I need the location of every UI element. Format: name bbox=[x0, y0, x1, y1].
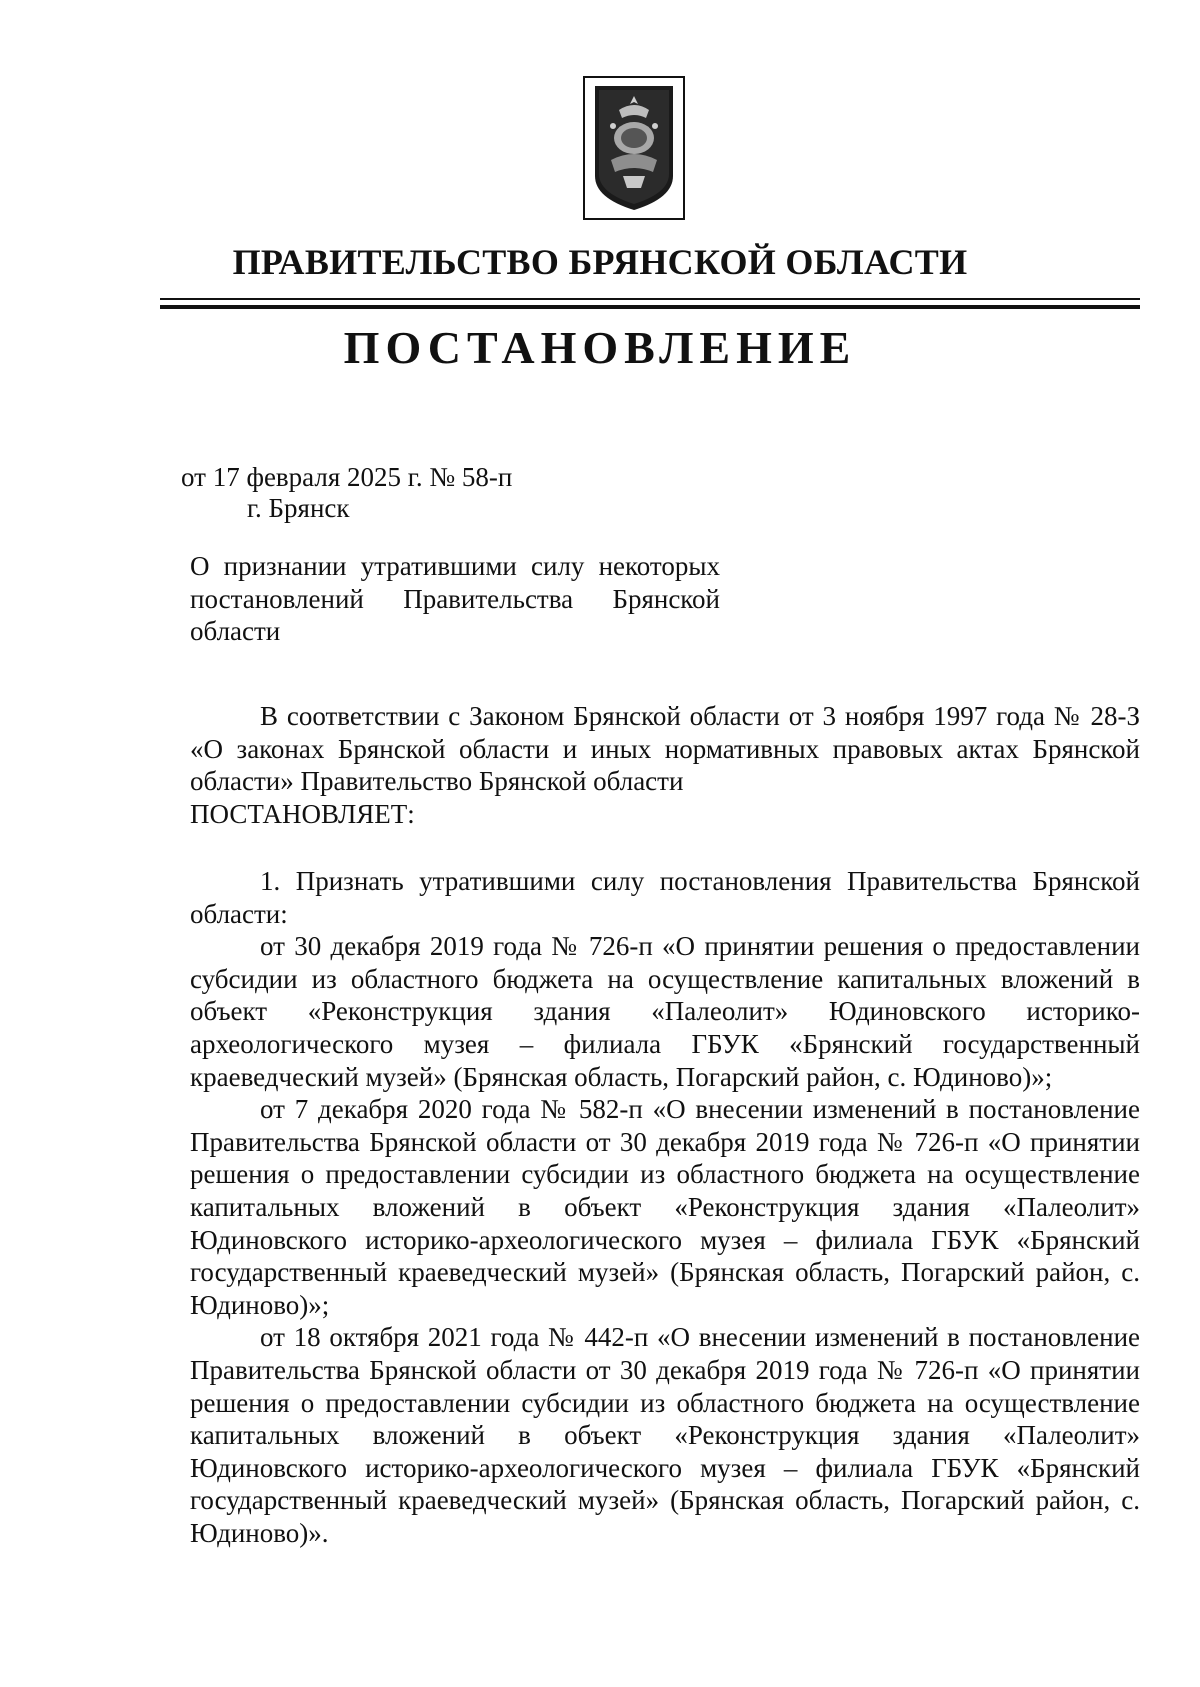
document-date-number: от 17 февраля 2025 г. № 58-п bbox=[181, 462, 513, 492]
header-divider-thin bbox=[160, 298, 1140, 300]
item-1-intro: 1. Признать утратившими силу постановления Правительства Брянской области: bbox=[190, 866, 1140, 929]
repealed-act-1: от 30 декабря 2019 года № 726-п «О принятии решения о предоставлении субсидии из областного бюджета на осуществление капитальных вложений в объект «Реконструкция здания «Палеолит» Юдиновского историко-археологического музея – филиала ГБУК «Брянский государственный краеведческий музей» (Брянская область, Погарский район, с. Юдиново)»; bbox=[190, 931, 1140, 1092]
document-subject: О признании утратившими силу некоторых постановлений Правительства Брянской области bbox=[190, 551, 720, 646]
preamble-block bbox=[190, 700, 1140, 830]
document-type-title: ПОСТАНОВЛЕНИЕ bbox=[343, 322, 857, 373]
repealed-act-2: от 7 декабря 2020 года № 582-п «О внесении изменений в постановление Правительства Брянской области от 30 декабря 2019 года № 726-п «О принятии решения о предоставлении субсидии из областного бюджета на осуществление капитальных вложений в объект «Реконструкция здания «Палеолит» Юдиновского историко-археологического музея – филиала ГБУК «Брянский государственный краеведческий музей» (Брянская область, Погарский район, с. Юдиново)»; bbox=[190, 1094, 1140, 1320]
repealed-act-3: от 18 октября 2021 года № 442-п «О внесении изменений в постановление Правительства Брянской области от 30 декабря 2019 года № 726-п «О принятии решения о предоставлении субсидии из областного бюджета на осуществление капитальных вложений в объект «Реконструкция здания «Палеолит» Юдиновского историко-археологического музея – филиала ГБУК «Брянский государственный краеведческий музей» (Брянская область, Погарский район, с. Юдиново)». bbox=[190, 1322, 1140, 1548]
organization-title: ПРАВИТЕЛЬСТВО БРЯНСКОЙ ОБЛАСТИ bbox=[232, 242, 968, 282]
operative-part bbox=[190, 865, 1140, 1549]
resolves-statement: ПОСТАНОВЛЯЕТ: bbox=[190, 798, 415, 829]
document-city: г. Брянск bbox=[247, 493, 350, 523]
header-divider-thick bbox=[160, 305, 1140, 309]
coat-of-arms-emblem bbox=[583, 76, 685, 220]
preamble-text: В соответствии с Законом Брянской области от 3 ноября 1997 года № 28-З «О законах Брянской области и иных нормативных правовых актах Брянской области» Правительство Брянской области bbox=[190, 701, 1140, 797]
